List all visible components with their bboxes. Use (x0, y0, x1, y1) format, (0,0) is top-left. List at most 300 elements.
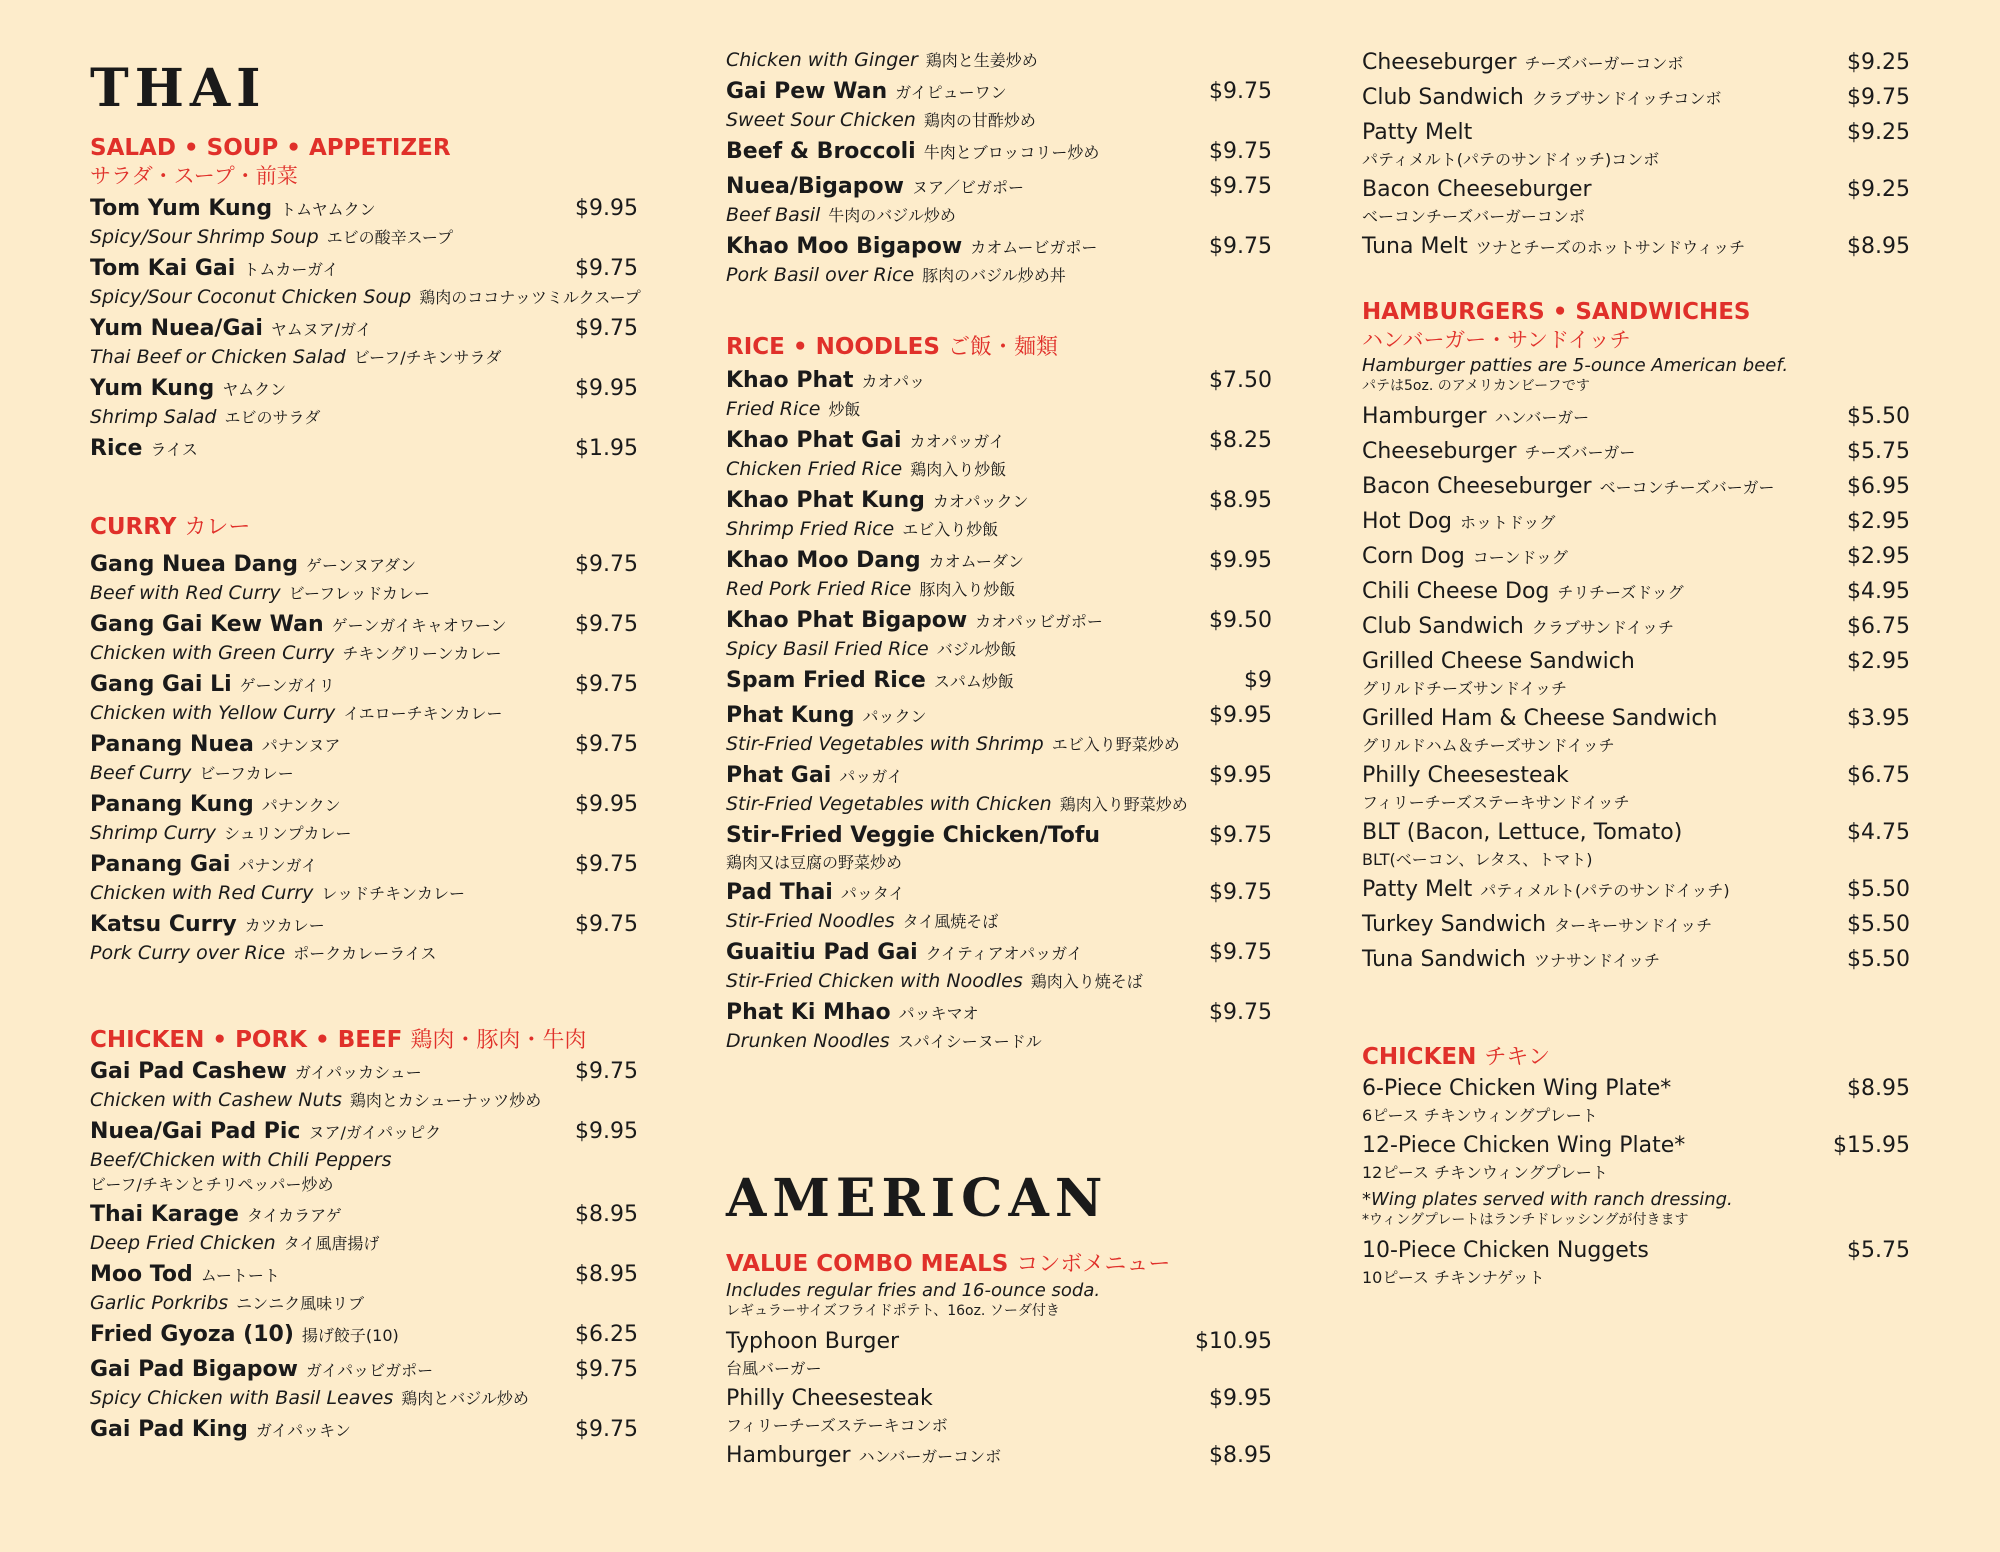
menu-item-description: Stir-Fried Vegetables with Shrimp (726, 733, 1044, 755)
chicken-note-jp: *ウィングプレートはランチドレッシングが付きます (1362, 1212, 1689, 1228)
menu-item-name-line (1362, 612, 1841, 643)
menu-item-name-line (90, 314, 569, 345)
menu-item-price: $9.75 (575, 256, 638, 281)
menu-item-name-line (726, 1441, 1203, 1472)
menu-item-jp-line: フィリーチーズステーキコンボ (726, 1416, 948, 1435)
menu-item-text (1362, 402, 1841, 433)
menu-item-name-jp: ツナサンドイッチ (1533, 951, 1661, 970)
menu-item (726, 426, 1272, 482)
menu-item-description-jp: エビ入り炒飯 (902, 520, 999, 539)
menu-item-name-jp: 牛肉とブロッコリー炒め (923, 143, 1100, 162)
menu-item (1362, 507, 1910, 538)
menu-item (90, 434, 638, 465)
menu-item-name-jp: チリチーズドッグ (1557, 583, 1684, 602)
menu-item-price: $4.95 (1847, 579, 1910, 604)
menu-item-name-jp: ターキーサンドイッチ (1554, 916, 1713, 935)
menu-item-text (1362, 1074, 1841, 1127)
menu-item-name-jp: チーズバーガー (1524, 443, 1636, 462)
menu-item-name-jp: ベーコンチーズバーガー (1599, 478, 1775, 497)
menu-item-price: $9.95 (1209, 1386, 1272, 1411)
menu-item-description-line (90, 405, 569, 430)
menu-item-name: Gang Nuea Dang (90, 552, 298, 577)
menu-item-text (90, 1260, 569, 1316)
thai-title: THAI (90, 58, 267, 119)
menu-item (1362, 612, 1910, 643)
menu-item-description-jp: 鶏肉入り炒飯 (910, 460, 1007, 479)
menu-item-description-jp: ポークカレーライス (293, 944, 437, 963)
menu-item-description-jp: バジル炒飯 (936, 640, 1017, 659)
menu-item-name: Gang Gai Kew Wan (90, 612, 324, 637)
menu-item-name: Tom Yum Kung (90, 196, 273, 221)
menu-item-name-line (1362, 175, 1841, 205)
menu-item-name-line (726, 172, 1203, 203)
menu-item-name-line (1362, 761, 1841, 791)
menu-item-jp-line: 12ピース チキンウィングプレート (1362, 1163, 1608, 1182)
menu-item (90, 910, 638, 966)
menu-item-jp-line: パティメルト(パテのサンドイッチ)コンボ (1362, 150, 1660, 169)
menu-item-name-jp: スパム炒飯 (933, 672, 1014, 691)
menu-item-description-line (90, 225, 569, 250)
combo-note: Includes regular fries and 16-ounce soda. (726, 1280, 1101, 1301)
menu-item-description-line (90, 581, 569, 606)
menu-item-description-line (726, 457, 1203, 482)
menu-item-price: $9.25 (1847, 50, 1910, 75)
menu-item (1362, 437, 1910, 468)
menu-item-price: $10.95 (1195, 1329, 1272, 1354)
menu-item-name-line (1362, 875, 1841, 906)
menu-item-name-jp: ヌア／ビガポー (911, 178, 1024, 197)
american-title-block (726, 1168, 1108, 1229)
combo-heading (726, 1250, 1272, 1279)
menu-item-text (726, 1441, 1203, 1472)
menu-item-name-jp: パナンガイ (238, 856, 318, 875)
menu-item-price: $2.95 (1847, 649, 1910, 674)
menu-item-description-jp: 豚肉入り炒飯 (919, 580, 1016, 599)
menu-item-name-jp: クイティアオパッガイ (925, 944, 1083, 963)
curry-heading-jp: カレー (184, 515, 251, 540)
menu-item-name-jp: パッガイ (839, 767, 903, 786)
menu-item-name-line (1362, 1236, 1841, 1266)
menu-item-name-line (90, 434, 569, 465)
menu-item-name-line (90, 1260, 569, 1291)
menu-item-text (726, 366, 1203, 422)
menu-item-name-line (90, 610, 569, 641)
menu-item-name: Rice (90, 436, 143, 461)
menu-item-description: Stir-Fried Chicken with Noodles (726, 970, 1023, 992)
menu-item-name-jp: ハンバーガー (1494, 408, 1590, 427)
menu-item-text (1362, 48, 1841, 79)
menu-item-price: $9.75 (1209, 880, 1272, 905)
cpb-continued (726, 48, 1272, 292)
menu-item-description-line (90, 941, 569, 966)
menu-item-name: Panang Gai (90, 852, 231, 877)
menu-item (90, 790, 638, 846)
chicken-section (1362, 1043, 1910, 1293)
menu-item (1362, 875, 1910, 906)
menu-item-price: $9.75 (1209, 1000, 1272, 1025)
menu-item-description-line (90, 881, 569, 906)
menu-item-text (90, 1320, 569, 1351)
menu-item-text (90, 374, 569, 430)
menu-item-text (90, 1200, 569, 1256)
menu-item-description-jp: スパイシーヌードル (897, 1032, 1042, 1051)
menu-item-price: $9.25 (1847, 177, 1910, 202)
menu-item (90, 254, 641, 310)
menu-item-name: Patty Melt (1362, 120, 1473, 145)
menu-item-text (726, 426, 1203, 482)
menu-item-price: $2.95 (1847, 544, 1910, 569)
menu-item-price: $9.95 (575, 792, 638, 817)
menu-item-name: Cheeseburger (1362, 50, 1517, 75)
menu-item-text (90, 850, 569, 906)
combo-continued-items (1362, 48, 1910, 263)
menu-item-description: Beef with Red Curry (90, 582, 281, 604)
menu-item-name-line (726, 761, 1203, 792)
menu-item-price: $9.75 (575, 1417, 638, 1442)
menu-item-description: Chicken Fried Rice (726, 458, 903, 480)
menu-item-name-line (90, 730, 569, 761)
menu-item-price: $5.75 (1847, 1238, 1910, 1263)
menu-item-name: Tuna Melt (1362, 234, 1468, 259)
menu-item-description-line (90, 761, 569, 786)
menu-item-price: $8.25 (1209, 428, 1272, 453)
menu-item-name-jp: カオムーダン (928, 552, 1025, 571)
menu-item-name: Bacon Cheeseburger (1362, 177, 1592, 202)
menu-item (1362, 761, 1910, 814)
rice-heading-jp: ご飯・麺類 (947, 335, 1058, 360)
menu-item-price: $9.75 (575, 1059, 638, 1084)
menu-item-name: Bacon Cheeseburger (1362, 474, 1592, 499)
menu-item-name-line (1362, 437, 1841, 468)
menu-item (726, 172, 1272, 228)
cpb-heading-en: CHICKEN • PORK • BEEF (90, 1027, 403, 1053)
menu-item-text (726, 232, 1203, 288)
menu-item-name-jp: ハンバーガーコンボ (858, 1447, 1002, 1466)
menu-item-price: $9.75 (575, 672, 638, 697)
menu-item-jp-line: ベーコンチーズバーガーコンボ (1362, 207, 1585, 226)
menu-item-text (726, 77, 1203, 133)
menu-item (1362, 1131, 1910, 1184)
menu-item-name: Typhoon Burger (726, 1329, 900, 1354)
menu-item-description-jp: 鶏肉入り焼そば (1030, 972, 1143, 991)
menu-item-name-jp: カオパッビガポー (975, 612, 1103, 631)
menu-item-description-line (90, 821, 569, 846)
menu-item-text (726, 48, 1272, 73)
menu-item-price: $9.75 (1209, 139, 1272, 164)
menu-item-text (90, 194, 569, 250)
menu-item-text (726, 998, 1203, 1054)
menu-item (1362, 175, 1910, 228)
menu-item-text (90, 610, 569, 666)
menu-item (726, 998, 1272, 1054)
menu-item-description-line (90, 641, 569, 666)
menu-item-jp-line: グリルドチーズサンドイッチ (1362, 679, 1567, 698)
menu-item-name-line (90, 1320, 569, 1351)
menu-item-name: BLT (Bacon, Lettuce, Tomato) (1362, 820, 1683, 845)
menu-item-price: $9.75 (575, 316, 638, 341)
combo-heading-en: VALUE COMBO MEALS (726, 1251, 1009, 1277)
menu-item-text (726, 878, 1203, 934)
menu-item-description: Chicken with Green Curry (90, 642, 335, 664)
menu-item (726, 878, 1272, 934)
menu-item-text (1362, 83, 1841, 114)
menu-item (726, 1384, 1272, 1437)
menu-item-price: $8.95 (1847, 234, 1910, 259)
menu-item-description-jp: ビーフカレー (199, 764, 294, 783)
menu-item-name-line (726, 546, 1203, 577)
menu-item-name: Phat Gai (726, 763, 832, 788)
menu-item-price: $9.75 (1209, 940, 1272, 965)
menu-item-name-line (726, 426, 1203, 457)
menu-item-name-line (1362, 402, 1841, 433)
menu-item (726, 486, 1272, 542)
menu-item-name-line (1362, 577, 1841, 608)
menu-item-name-line (90, 1355, 569, 1386)
menu-item-name-jp: 揚げ餃子(10) (301, 1326, 399, 1345)
menu-item-text (90, 910, 569, 966)
menu-item-name-line (1362, 48, 1841, 79)
menu-item-name-line (1362, 472, 1841, 503)
menu-item-description-line (90, 1231, 569, 1256)
menu-item-description: Chicken with Red Curry (90, 882, 314, 904)
menu-item-description-jp: ビーフレッドカレー (288, 584, 430, 603)
menu-item-name-jp: パッタイ (840, 884, 905, 903)
menu-item-description-jp: 鶏肉とバジル炒め (401, 1389, 529, 1408)
menu-item (726, 821, 1272, 874)
menu-item-name: Yum Kung (90, 376, 215, 401)
menu-item-text (90, 730, 569, 786)
menu-item-name: Hamburger (1362, 404, 1487, 429)
menu-item-description-jp: 牛肉のバジル炒め (828, 206, 956, 225)
menu-item-text (1362, 761, 1841, 814)
menu-item-description: Spicy/Sour Coconut Chicken Soup (90, 286, 412, 308)
menu-item-price: $9.50 (1209, 608, 1272, 633)
menu-item-name-line (726, 606, 1203, 637)
menu-item-text (1362, 704, 1841, 757)
menu-item (90, 550, 638, 606)
menu-item-price: $9.75 (575, 852, 638, 877)
menu-item-name-line (1362, 647, 1841, 677)
menu-item (726, 938, 1272, 994)
menu-item (726, 1441, 1272, 1472)
menu-item-name-jp: ゲーンヌアダン (306, 556, 417, 575)
menu-item (1362, 472, 1910, 503)
menu-item-description-jp: イエローチキンカレー (343, 704, 503, 723)
menu-item-name-jp: ヤムヌア/ガイ (270, 320, 372, 339)
menu-item-text (1362, 612, 1841, 643)
menu-item-description: Thai Beef or Chicken Salad (90, 346, 346, 368)
menu-item-name-line (726, 137, 1203, 168)
menu-item-name-jp: カオパックン (932, 492, 1029, 511)
menu-item-text (1362, 1131, 1827, 1184)
menu-item (90, 374, 638, 430)
combo-continued (1362, 48, 1910, 267)
menu-item-jp-line: 鶏肉又は豆腐の野菜炒め (726, 853, 903, 872)
menu-item-text (726, 1384, 1203, 1437)
burgers-items (1362, 402, 1910, 976)
menu-item-text (726, 546, 1203, 602)
menu-item-description-line (90, 1386, 569, 1411)
menu-item-name-line (90, 1415, 569, 1446)
menu-item (90, 1117, 638, 1196)
menu-item-name-line (1362, 83, 1841, 114)
menu-item-description-jp: 鶏肉の甘酢炒め (923, 111, 1036, 130)
menu-item-text (1362, 910, 1841, 941)
menu-item-name-jp: カオムービガポー (970, 238, 1098, 257)
rice-section (726, 333, 1272, 1058)
menu-item-description-jp: エビのサラダ (224, 408, 321, 427)
menu-item-name-line (726, 938, 1203, 969)
menu-item-text (1362, 175, 1841, 228)
menu-item-name: 10-Piece Chicken Nuggets (1362, 1238, 1649, 1263)
american-title: AMERICAN (726, 1168, 1109, 1229)
menu-item-description-jp: 炒飯 (828, 400, 861, 419)
menu-item-name: Spam Fried Rice (726, 668, 926, 693)
menu-item-description: Red Pork Fried Rice (726, 578, 912, 600)
menu-item-price: $9.75 (575, 1357, 638, 1382)
menu-item-description-jp: 鶏肉のココナッツミルクスープ (419, 288, 641, 307)
menu-item-description-jp: 鶏肉入り野菜炒め (1059, 795, 1188, 814)
menu-item-name: Yum Nuea/Gai (90, 316, 263, 341)
menu-item-price: $6.25 (575, 1322, 638, 1347)
menu-item-name-line (1362, 1131, 1827, 1161)
salad-heading: SALAD • SOUP • APPETIZER (90, 135, 451, 161)
menu-item-text (726, 1327, 1189, 1380)
chicken-heading (1362, 1043, 1910, 1072)
menu-item-description-jp: 豚肉のバジル炒め丼 (922, 266, 1066, 285)
menu-item-name: Stir-Fried Veggie Chicken/Tofu (726, 823, 1101, 848)
menu-item-name-line (1362, 945, 1841, 976)
menu-item-price: $5.50 (1847, 404, 1910, 429)
menu-item-name: Khao Moo Dang (726, 548, 921, 573)
menu-item-text (1362, 542, 1841, 573)
cpb-section (90, 1026, 638, 1450)
menu-item-name-jp: ムートート (200, 1266, 280, 1285)
menu-item-name: Gai Pew Wan (726, 79, 888, 104)
menu-item-name: Grilled Cheese Sandwich (1362, 649, 1635, 674)
menu-item (726, 701, 1272, 757)
cpb-items (90, 1057, 638, 1446)
menu-item-text (1362, 437, 1841, 468)
menu-item-description: Garlic Porkribs (90, 1292, 229, 1314)
menu-item-price: $9.25 (1847, 120, 1910, 145)
chicken-items-2 (1362, 1236, 1910, 1289)
menu-item-description-line (726, 577, 1203, 602)
menu-item-name: Chili Cheese Dog (1362, 579, 1550, 604)
menu-item-description-jp: シュリンプカレー (223, 824, 352, 843)
menu-item-description-line (726, 263, 1203, 288)
menu-item-description-line (726, 792, 1203, 817)
menu-item-name-jp: ライス (150, 440, 198, 459)
combo-section (726, 1250, 1272, 1476)
menu-item-description-jp: エビの酸辛スープ (326, 228, 454, 247)
menu-item-name-jp: ゲーンガイリ (239, 676, 335, 695)
menu-item-name: Patty Melt (1362, 877, 1473, 902)
menu-item-name-line (1362, 118, 1841, 148)
menu-item-text (90, 434, 569, 465)
menu-item-name: Corn Dog (1362, 544, 1465, 569)
menu-item-name: Gang Gai Li (90, 672, 232, 697)
menu-item-description-jp: レッドチキンカレー (321, 884, 466, 903)
menu-item (1362, 48, 1910, 79)
menu-item-jp-line: 6ピース チキンウィングプレート (1362, 1106, 1598, 1125)
menu-item-price: $9 (1244, 668, 1272, 693)
menu-item-name: Nuea/Bigapow (726, 174, 904, 199)
curry-items (90, 550, 638, 966)
menu-item (90, 194, 638, 250)
menu-item (1362, 704, 1910, 757)
menu-item (90, 1057, 638, 1113)
menu-item-description: Chicken with Ginger (726, 49, 918, 71)
menu-item (1362, 647, 1910, 700)
menu-item-name-line (90, 550, 569, 581)
menu-item-description-jp: ビーフ/チキンサラダ (353, 348, 502, 367)
menu-item-name: Pad Thai (726, 880, 833, 905)
menu-item-text (1362, 945, 1841, 976)
menu-item-name-line (726, 878, 1203, 909)
menu-item-description: Drunken Noodles (726, 1030, 890, 1052)
menu-item-name: Gai Pad Bigapow (90, 1357, 298, 1382)
menu-item (90, 1260, 638, 1316)
menu-item-name: Beef & Broccoli (726, 139, 916, 164)
menu-item-name: Club Sandwich (1362, 85, 1524, 110)
menu-item-name-line (1362, 507, 1841, 538)
menu-item-name-jp: パティメルト(パテのサンドイッチ) (1480, 881, 1730, 900)
menu-item-name: Grilled Ham & Cheese Sandwich (1362, 706, 1718, 731)
menu-item-jp-line: ビーフ/チキンとチリペッパー炒め (90, 1175, 334, 1194)
menu-item-name-line (1362, 704, 1841, 734)
menu-item-price: $8.95 (575, 1202, 638, 1227)
menu-item-name-line (90, 1057, 569, 1088)
menu-item-name: 6-Piece Chicken Wing Plate* (1362, 1076, 1672, 1101)
menu-item-name-jp: パナンヌア (261, 736, 341, 755)
menu-item-name: Khao Phat (726, 368, 854, 393)
menu-item-name-jp: ホットドッグ (1460, 513, 1556, 532)
menu-item-price: $9.75 (575, 912, 638, 937)
menu-item-name: Moo Tod (90, 1262, 193, 1287)
menu-item-description-line (726, 397, 1203, 422)
menu-item-text (726, 821, 1203, 874)
menu-item-price: $9.75 (1847, 85, 1910, 110)
curry-heading-en: CURRY (90, 514, 177, 540)
menu-item (90, 610, 638, 666)
menu-item-price: $9.95 (1209, 703, 1272, 728)
menu-item-price: $9.95 (575, 376, 638, 401)
menu-item-description-jp: ニンニク風味リブ (236, 1294, 365, 1313)
chicken-heading-jp: チキン (1484, 1045, 1551, 1070)
menu-item-name-line (726, 232, 1203, 263)
menu-item (1362, 577, 1910, 608)
menu-item-description-jp: エビ入り野菜炒め (1051, 735, 1180, 754)
menu-item-price: $9.75 (1209, 174, 1272, 199)
menu-item-description: Spicy Basil Fried Rice (726, 638, 929, 660)
menu-item (1362, 1236, 1910, 1289)
menu-item-text (726, 938, 1203, 994)
menu-item-price: $5.50 (1847, 877, 1910, 902)
menu-item (90, 1320, 638, 1351)
menu-item-description-line (726, 203, 1203, 228)
menu-item-price: $15.95 (1833, 1133, 1910, 1158)
menu-item-name: Panang Nuea (90, 732, 254, 757)
menu-item-price: $5.50 (1847, 947, 1910, 972)
menu-item (726, 232, 1272, 288)
menu-item-text (1362, 507, 1841, 538)
menu-item-price: $9.95 (575, 196, 638, 221)
menu-item-name-jp: タイカラアゲ (246, 1206, 342, 1225)
menu-item (90, 850, 638, 906)
menu-item-name-line (90, 790, 569, 821)
menu-item-price: $5.75 (1847, 439, 1910, 464)
